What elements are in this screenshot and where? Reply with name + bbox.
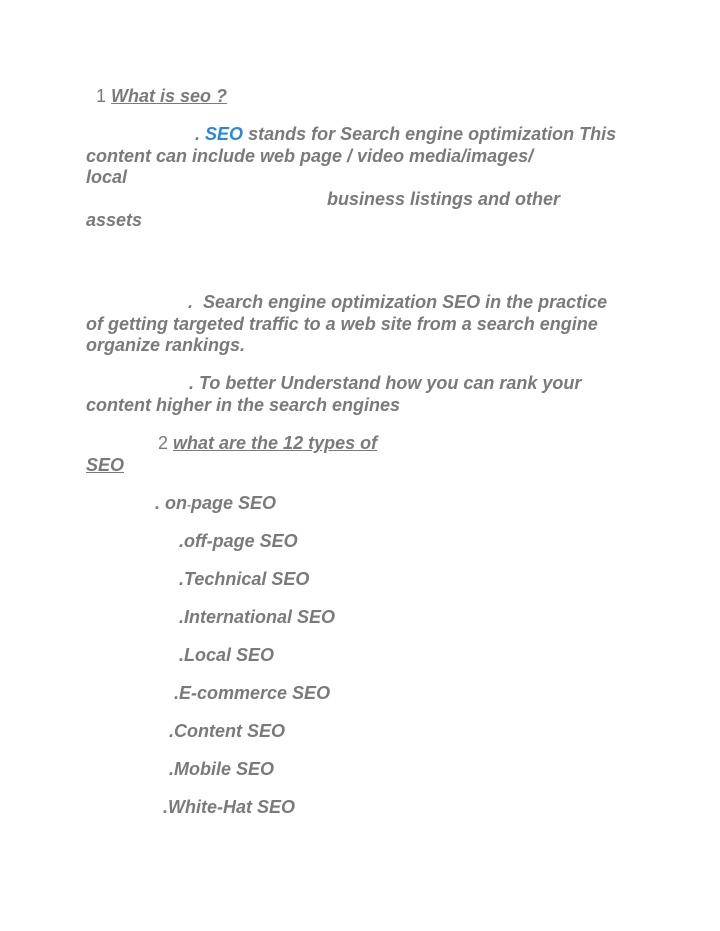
question-2-number: 2 xyxy=(158,433,169,453)
question-1-title: What is seo ? xyxy=(111,86,228,106)
question-1-number: 1 xyxy=(96,86,107,106)
paragraph-3-line-1: . To better Understand how you can rank your xyxy=(189,373,582,393)
bullet: . xyxy=(188,292,194,312)
paragraph-2-line-1-text: Search engine optimization SEO in the practice xyxy=(203,292,608,312)
seo-type-content: .Content SEO xyxy=(169,721,285,741)
paragraph-1-line-1-text: stands for Search engine optimization This xyxy=(248,124,617,144)
paragraph-1-line-1 xyxy=(195,123,616,145)
seo-type-onpage-dash: - xyxy=(187,498,191,512)
paragraph-2-line-3: organize rankings. xyxy=(86,335,246,355)
question-2-title-line-2: SEO xyxy=(86,455,125,475)
paragraph-1-line-2: content can include web page / video media/images/ xyxy=(86,146,534,166)
question-1-heading xyxy=(96,85,227,107)
paragraph-1-line-3: local xyxy=(86,167,128,187)
paragraph-1-line-4: business listings and other xyxy=(327,189,561,209)
seo-keyword: SEO xyxy=(205,124,244,144)
bullet: . xyxy=(195,124,201,144)
seo-type-ecommerce: .E-commerce SEO xyxy=(174,683,331,703)
seo-type-onpage-a: . on xyxy=(155,493,187,513)
seo-type-mobile: .Mobile SEO xyxy=(169,759,275,779)
seo-type-international: .International SEO xyxy=(179,607,336,627)
seo-type-onpage-b: page SEO xyxy=(191,493,277,513)
paragraph-2-line-2: of getting targeted traffic to a web site from a search engine xyxy=(86,314,598,334)
paragraph-1-line-5: assets xyxy=(86,210,143,230)
seo-type-offpage: .off-page SEO xyxy=(179,531,298,551)
seo-type-technical: .Technical SEO xyxy=(179,569,310,589)
question-2-heading xyxy=(158,432,377,454)
paragraph-2-line-1 xyxy=(188,291,607,313)
seo-type-onpage xyxy=(155,492,276,516)
question-2-title: what are the 12 types of xyxy=(173,433,378,453)
paragraph-3-line-2: content higher in the search engines xyxy=(86,395,401,415)
seo-type-local: .Local SEO xyxy=(179,645,275,665)
seo-type-whitehat: .White-Hat SEO xyxy=(163,797,296,817)
